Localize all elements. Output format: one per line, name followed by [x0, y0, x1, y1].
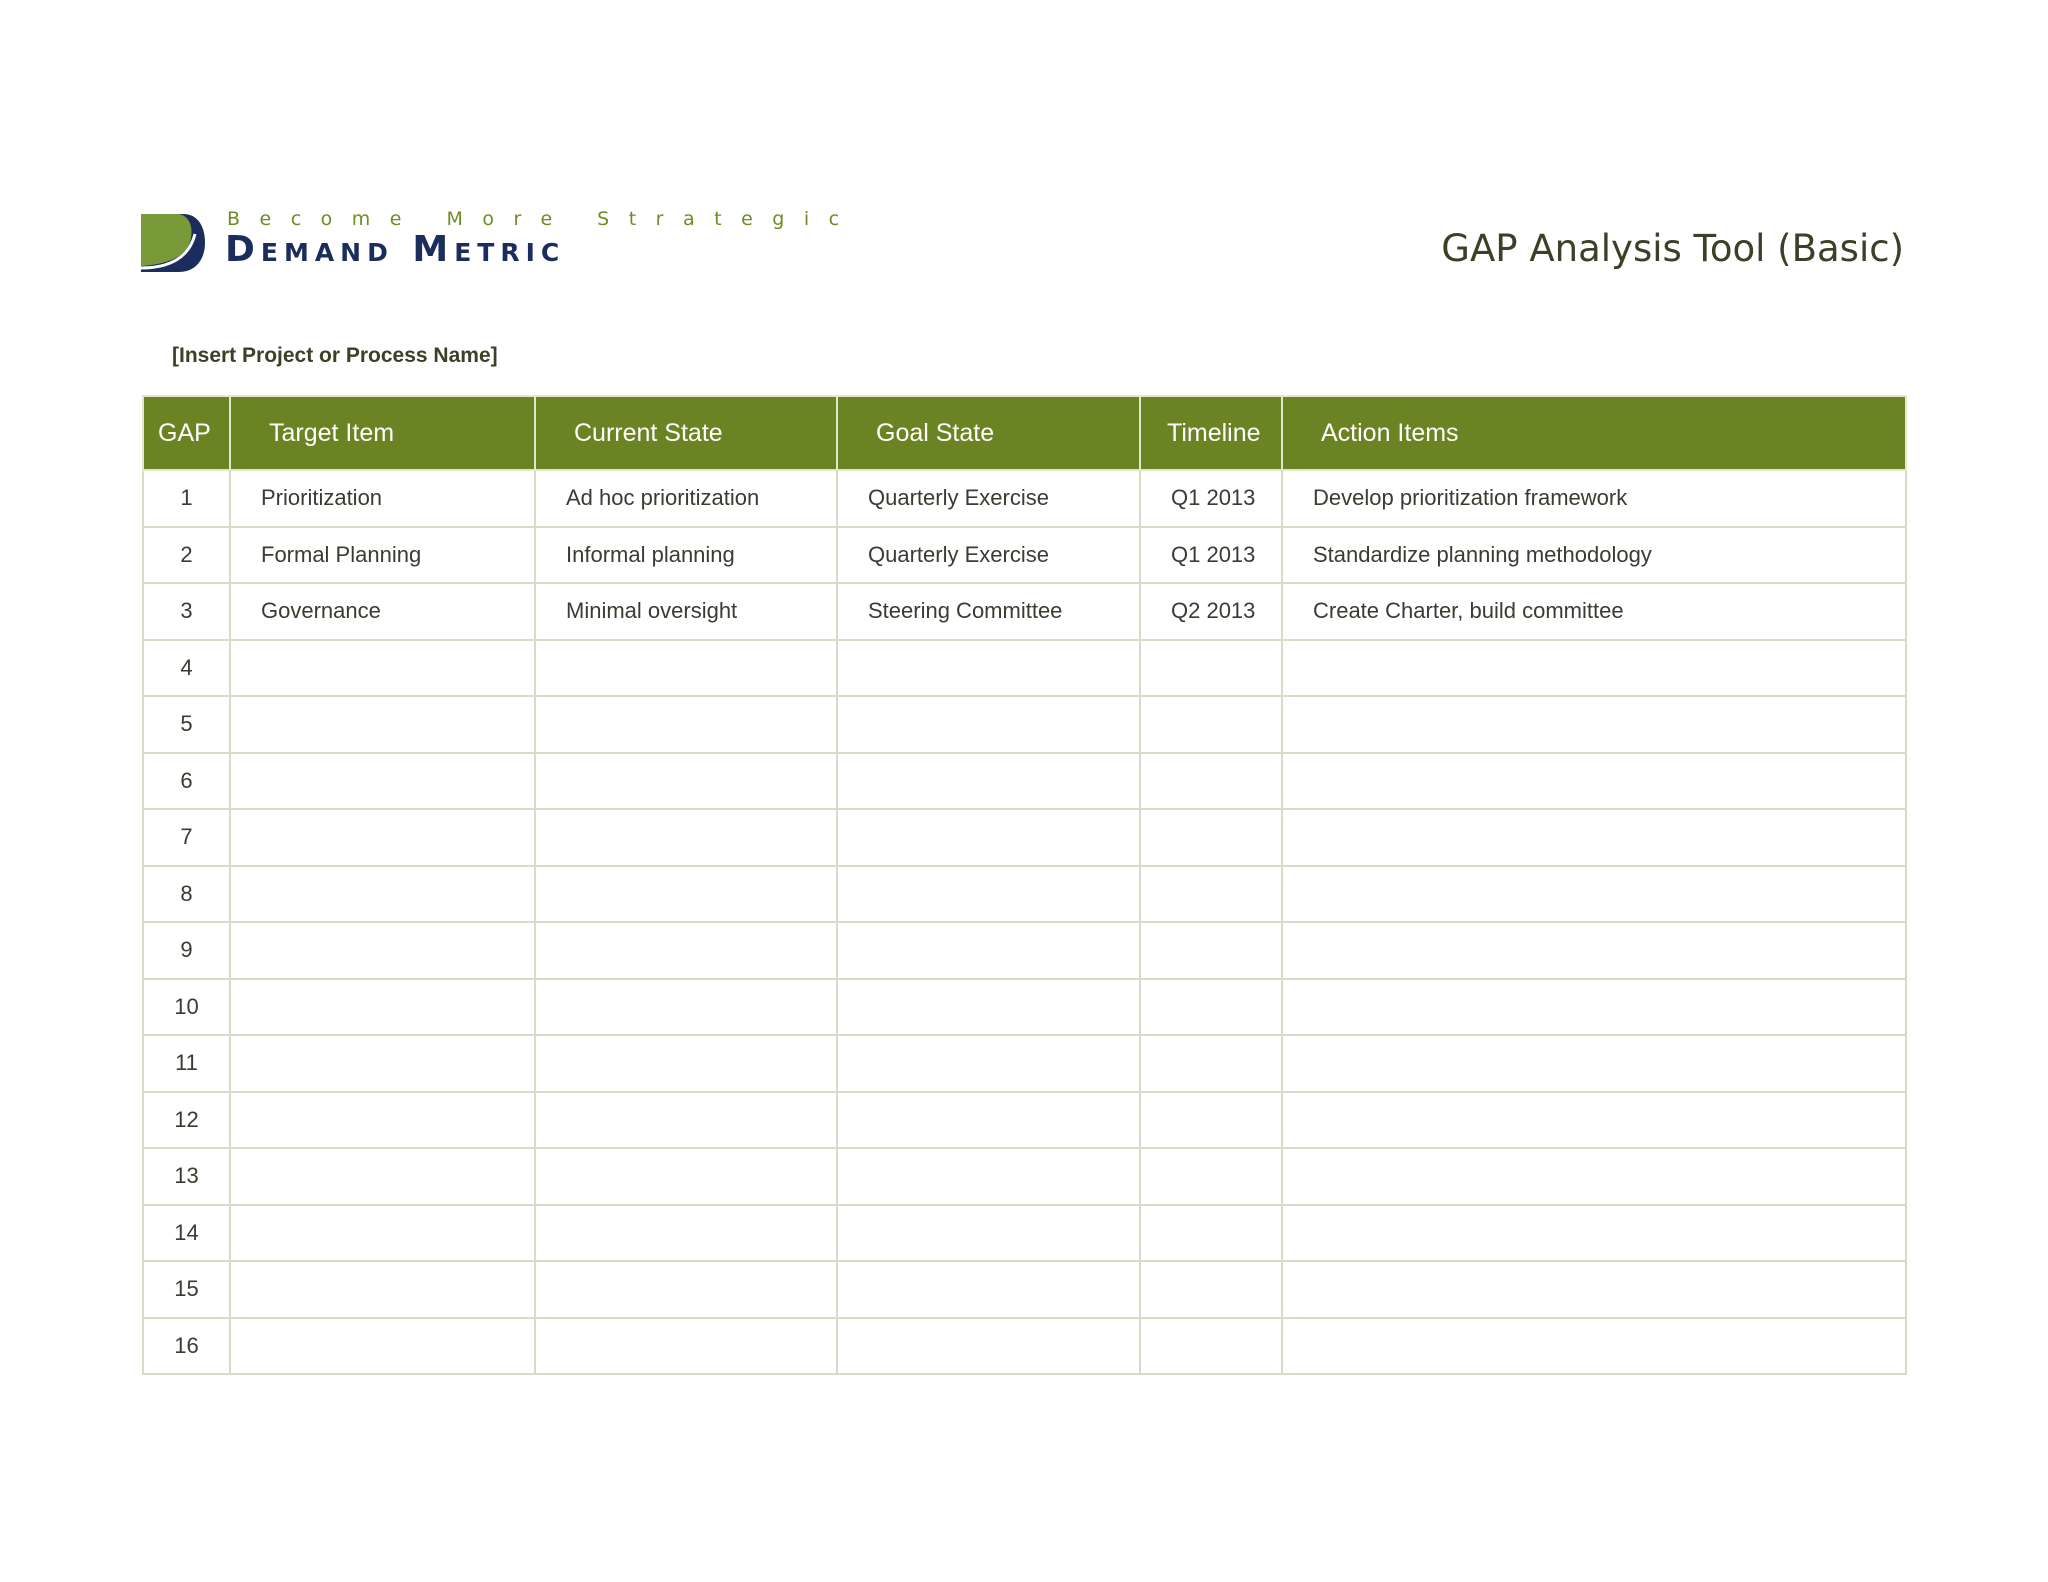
action-items-cell[interactable]: [1282, 1318, 1906, 1375]
action-items-cell[interactable]: [1282, 809, 1906, 866]
action-items-cell[interactable]: [1282, 1148, 1906, 1205]
table-row: [143, 1148, 1906, 1205]
current-state-cell[interactable]: [535, 1261, 837, 1318]
goal-state-cell[interactable]: Steering Committee: [837, 583, 1140, 640]
goal-state-cell[interactable]: Quarterly Exercise: [837, 527, 1140, 584]
action-items-cell[interactable]: [1282, 696, 1906, 753]
table-header-row: [143, 396, 1906, 470]
gap-number-cell[interactable]: 10: [143, 979, 230, 1036]
action-items-cell[interactable]: [1282, 866, 1906, 923]
gap-number-cell[interactable]: 12: [143, 1092, 230, 1149]
timeline-cell[interactable]: Q1 2013: [1140, 527, 1282, 584]
current-state-cell[interactable]: [535, 979, 837, 1036]
target-item-cell[interactable]: [230, 1035, 535, 1092]
logo-tagline: Become More Strategic: [227, 208, 859, 230]
gap-number-cell[interactable]: 3: [143, 583, 230, 640]
table-row: [143, 583, 1906, 640]
current-state-cell[interactable]: [535, 922, 837, 979]
gap-number-cell[interactable]: 4: [143, 640, 230, 697]
action-items-cell[interactable]: [1282, 979, 1906, 1036]
target-item-cell[interactable]: [230, 1205, 535, 1262]
timeline-cell[interactable]: [1140, 1035, 1282, 1092]
target-item-cell[interactable]: [230, 979, 535, 1036]
gap-number-cell[interactable]: 13: [143, 1148, 230, 1205]
goal-state-cell[interactable]: [837, 1148, 1140, 1205]
column-header-target-item: Target Item: [230, 396, 535, 470]
current-state-cell[interactable]: [535, 1035, 837, 1092]
target-item-cell[interactable]: Formal Planning: [230, 527, 535, 584]
action-items-cell[interactable]: [1282, 922, 1906, 979]
table-row: [143, 1205, 1906, 1262]
target-item-cell[interactable]: [230, 809, 535, 866]
goal-state-cell[interactable]: [837, 753, 1140, 810]
current-state-cell[interactable]: [535, 1318, 837, 1375]
logo-brand-name: Demand Metric: [225, 229, 566, 270]
table-row: [143, 1261, 1906, 1318]
document-title: GAP Analysis Tool (Basic): [1441, 227, 1904, 270]
table-row: [143, 696, 1906, 753]
timeline-cell[interactable]: Q1 2013: [1140, 470, 1282, 527]
target-item-cell[interactable]: [230, 753, 535, 810]
target-item-cell[interactable]: [230, 1148, 535, 1205]
table-row: [143, 809, 1906, 866]
gap-analysis-table: [142, 395, 1907, 1375]
target-item-cell[interactable]: Prioritization: [230, 470, 535, 527]
action-items-cell[interactable]: [1282, 640, 1906, 697]
timeline-cell[interactable]: [1140, 1092, 1282, 1149]
goal-state-cell[interactable]: [837, 640, 1140, 697]
table-row: [143, 470, 1906, 527]
target-item-cell[interactable]: [230, 640, 535, 697]
goal-state-cell[interactable]: [837, 866, 1140, 923]
action-items-cell[interactable]: Create Charter, build committee: [1282, 583, 1906, 640]
column-header-gap: GAP: [143, 396, 230, 470]
current-state-cell[interactable]: Minimal oversight: [535, 583, 837, 640]
action-items-cell[interactable]: [1282, 1205, 1906, 1262]
goal-state-cell[interactable]: [837, 696, 1140, 753]
column-header-timeline: Timeline: [1140, 396, 1282, 470]
goal-state-cell[interactable]: [837, 1318, 1140, 1375]
table-row: [143, 527, 1906, 584]
current-state-cell[interactable]: Ad hoc prioritization: [535, 470, 837, 527]
gap-number-cell[interactable]: 5: [143, 696, 230, 753]
timeline-cell[interactable]: [1140, 809, 1282, 866]
action-items-cell[interactable]: Develop prioritization framework: [1282, 470, 1906, 527]
timeline-cell[interactable]: [1140, 753, 1282, 810]
table-row: [143, 753, 1906, 810]
current-state-cell[interactable]: [535, 640, 837, 697]
goal-state-cell[interactable]: [837, 922, 1140, 979]
timeline-cell[interactable]: Q2 2013: [1140, 583, 1282, 640]
table-row: [143, 1035, 1906, 1092]
goal-state-cell[interactable]: [837, 1092, 1140, 1149]
gap-number-cell[interactable]: 2: [143, 527, 230, 584]
target-item-cell[interactable]: [230, 1318, 535, 1375]
goal-state-cell[interactable]: [837, 1035, 1140, 1092]
gap-number-cell[interactable]: 6: [143, 753, 230, 810]
goal-state-cell[interactable]: Quarterly Exercise: [837, 470, 1140, 527]
gap-number-cell[interactable]: 11: [143, 1035, 230, 1092]
goal-state-cell[interactable]: [837, 979, 1140, 1036]
table-row: [143, 922, 1906, 979]
table-row: [143, 866, 1906, 923]
action-items-cell[interactable]: [1282, 1261, 1906, 1318]
current-state-cell[interactable]: [535, 1148, 837, 1205]
current-state-cell[interactable]: [535, 1205, 837, 1262]
current-state-cell[interactable]: [535, 809, 837, 866]
target-item-cell[interactable]: [230, 866, 535, 923]
table-row: [143, 1092, 1906, 1149]
action-items-cell[interactable]: Standardize planning methodology: [1282, 527, 1906, 584]
table-row: [143, 979, 1906, 1036]
current-state-cell[interactable]: [535, 1092, 837, 1149]
gap-number-cell[interactable]: 8: [143, 866, 230, 923]
table-row: [143, 1318, 1906, 1375]
target-item-cell[interactable]: [230, 1261, 535, 1318]
timeline-cell[interactable]: [1140, 1205, 1282, 1262]
gap-number-cell[interactable]: 14: [143, 1205, 230, 1262]
timeline-cell[interactable]: [1140, 1318, 1282, 1375]
action-items-cell[interactable]: [1282, 1092, 1906, 1149]
current-state-cell[interactable]: [535, 696, 837, 753]
gap-number-cell[interactable]: 9: [143, 922, 230, 979]
gap-number-cell[interactable]: 7: [143, 809, 230, 866]
action-items-cell[interactable]: [1282, 1035, 1906, 1092]
timeline-cell[interactable]: [1140, 922, 1282, 979]
goal-state-cell[interactable]: [837, 1261, 1140, 1318]
current-state-cell[interactable]: [535, 866, 837, 923]
current-state-cell[interactable]: [535, 753, 837, 810]
timeline-cell[interactable]: [1140, 1261, 1282, 1318]
gap-number-cell[interactable]: 16: [143, 1318, 230, 1375]
target-item-cell[interactable]: [230, 696, 535, 753]
timeline-cell[interactable]: [1140, 979, 1282, 1036]
target-item-cell[interactable]: [230, 922, 535, 979]
gap-number-cell[interactable]: 1: [143, 470, 230, 527]
timeline-cell[interactable]: [1140, 640, 1282, 697]
action-items-cell[interactable]: [1282, 753, 1906, 810]
column-header-current-state: Current State: [535, 396, 837, 470]
timeline-cell[interactable]: [1140, 866, 1282, 923]
demand-metric-logo: [139, 208, 859, 288]
gap-number-cell[interactable]: 15: [143, 1261, 230, 1318]
goal-state-cell[interactable]: [837, 809, 1140, 866]
target-item-cell[interactable]: Governance: [230, 583, 535, 640]
project-name-placeholder: [Insert Project or Process Name]: [172, 344, 498, 367]
target-item-cell[interactable]: [230, 1092, 535, 1149]
logo-mark-icon: [139, 212, 207, 274]
current-state-cell[interactable]: Informal planning: [535, 527, 837, 584]
goal-state-cell[interactable]: [837, 1205, 1140, 1262]
timeline-cell[interactable]: [1140, 696, 1282, 753]
column-header-goal-state: Goal State: [837, 396, 1140, 470]
timeline-cell[interactable]: [1140, 1148, 1282, 1205]
table-row: [143, 640, 1906, 697]
column-header-action-items: Action Items: [1282, 396, 1906, 470]
